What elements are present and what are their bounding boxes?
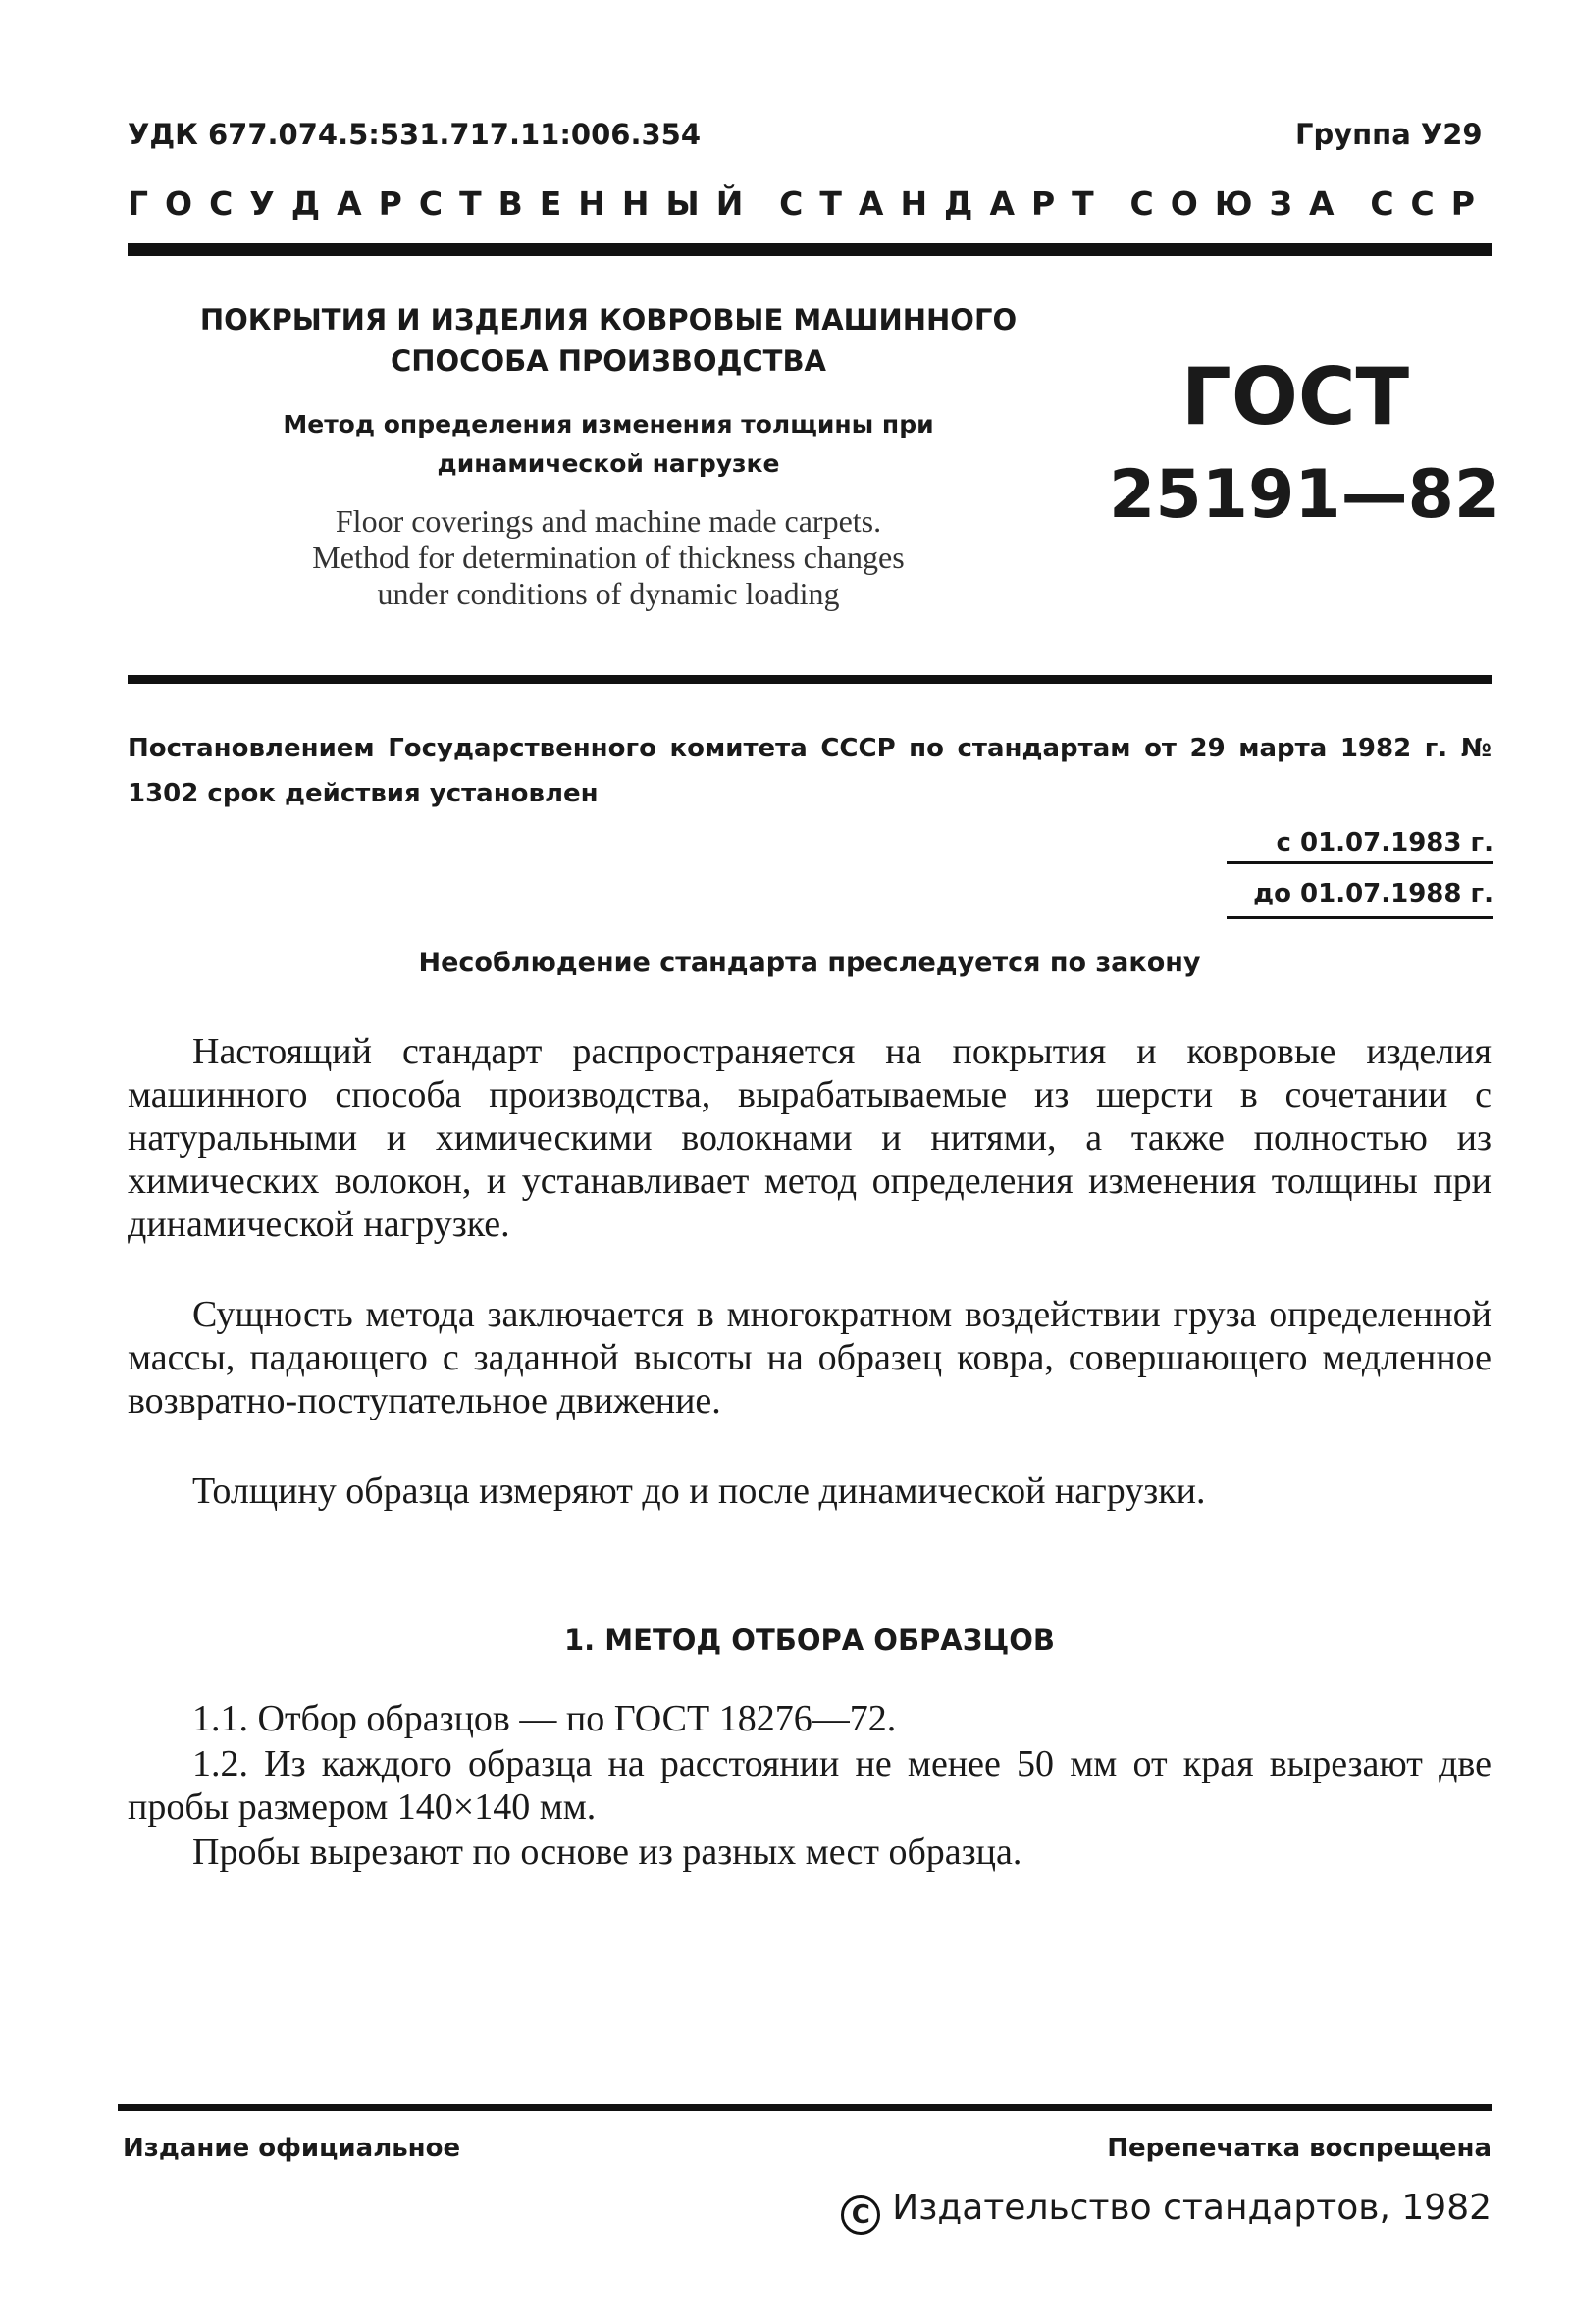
gost-number: 25191—82 <box>1109 456 1501 534</box>
banner-word: ССР <box>1370 184 1492 223</box>
header-divider <box>128 243 1492 256</box>
valid-to-date: до 01.07.1988 г. <box>1253 879 1493 908</box>
section-heading: 1. МЕТОД ОТБОРА ОБРАЗЦОВ <box>563 1624 1056 1657</box>
clause-1-2-note: Пробы вырезают по основе из разных мест образца. <box>192 1832 1022 1873</box>
state-standard-banner <box>128 184 1492 223</box>
standard-subtitle <box>137 405 1079 484</box>
body-paragraph: Настоящий стандарт распространяется на покрытия и ковровые изделия машинного способа производства, вырабатываемые из шерсти в сочетании с натуральными и химическими волокнами и нитями, а также полностью из химических волокон, и устанавливает метод определения изменения толщины при динамической нагрузке. <box>128 1031 1492 1245</box>
official-edition-label: Издание официальное <box>123 2134 461 2163</box>
udc-code: УДК 677.074.5:531.717.11:006.354 <box>128 118 702 151</box>
banner-word: ГОСУДАРСТВЕННЫЙ <box>128 184 760 223</box>
title-line: ПОКРЫТИЯ И ИЗДЕЛИЯ КОВРОВЫЕ МАШИННОГО <box>199 303 1018 336</box>
clause-1-1: 1.1. Отбор образцов — по ГОСТ 18276—72. <box>192 1698 897 1739</box>
publisher-line <box>805 2188 1492 2235</box>
body-paragraph: Сущность метода заключается в многократном воздействии груза определенной массы, падающего с заданной высоты на образец ковра, совершающего медленное возвратно-поступательное движение. <box>128 1294 1492 1421</box>
title-line: СПОСОБА ПРОИЗВОДСТВА <box>390 344 827 378</box>
subtitle-line: Метод определения изменения толщины при <box>283 410 934 439</box>
banner-word: СТАНДАРТ <box>779 184 1111 223</box>
gost-label: ГОСТ <box>1180 351 1410 442</box>
footer-divider <box>118 2104 1492 2111</box>
title-block <box>137 299 1079 612</box>
banner-word: СОЮЗА <box>1129 184 1351 223</box>
english-title <box>137 503 1079 612</box>
copyright-icon: C <box>841 2195 880 2235</box>
publisher-name: Издательство стандартов, 1982 <box>892 2188 1492 2228</box>
group-code: Группа У29 <box>1295 118 1483 151</box>
date-divider <box>1227 916 1493 919</box>
subtitle-line: динамической нагрузке <box>437 449 780 478</box>
clause-1-2: 1.2. Из каждого образца на расстоянии не менее 50 мм от края вырезают две пробы размером 140×140 мм. <box>128 1743 1492 1828</box>
decree-text: Постановлением Государственного комитета СССР по стандартам от 29 марта 1982 г. № 1302 срок действия установлен <box>128 734 1492 808</box>
body-paragraph: Толщину образца измеряют до и после динамической нагрузки. <box>192 1471 1206 1512</box>
english-title-line: Method for determination of thickness changes <box>312 540 905 575</box>
standard-title <box>137 299 1079 382</box>
english-title-line: Floor coverings and machine made carpets. <box>335 503 882 539</box>
title-divider <box>128 675 1492 684</box>
legal-warning: Несоблюдение стандарта преследуется по закону <box>418 948 1201 978</box>
english-title-line: under conditions of dynamic loading <box>377 576 840 611</box>
date-divider <box>1227 861 1493 864</box>
valid-from-date: с 01.07.1983 г. <box>1276 828 1493 857</box>
reprint-prohibited-label: Перепечатка воспрещена <box>1107 2134 1492 2163</box>
